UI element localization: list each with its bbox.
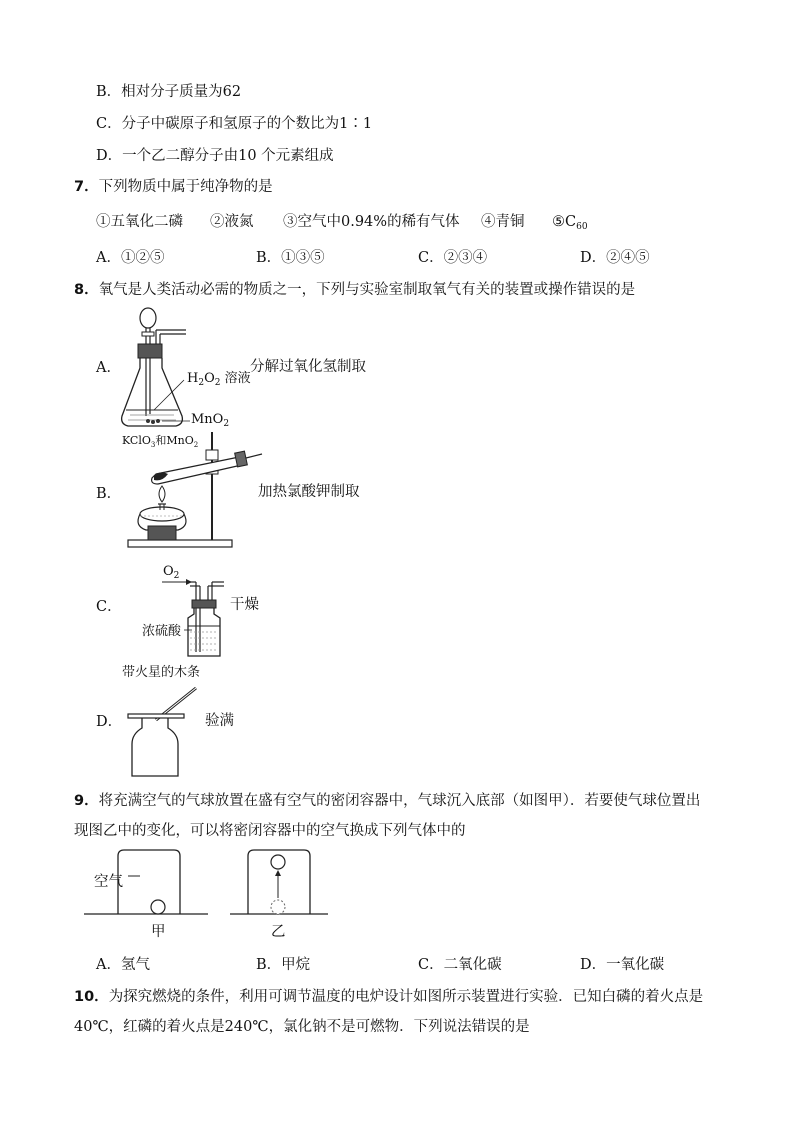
q8-d-label: D．: [96, 714, 123, 730]
q10-number: 10．: [74, 989, 109, 1005]
gas-washing-bottle: [160, 578, 240, 662]
q7-item-5-text: ⑤C: [552, 214, 577, 230]
q6-option-b: B．相对分子质量为62: [96, 84, 242, 100]
q8-number: 8．: [74, 282, 99, 298]
q7-item-5: [552, 212, 588, 237]
q8-stem-line: [74, 280, 635, 300]
heating-test-tube-apparatus: [126, 430, 266, 558]
q9-option-a: A．氢气: [96, 957, 150, 973]
kclo3-mno2-label: KClO$_3$和MnO$_2$: [122, 434, 199, 449]
q8-a-caption: 分解过氧化氢制取: [250, 359, 366, 375]
q9-stem-1: 将充满空气的气球放置在盛有空气的密闭容器中，气球沉入底部（如图甲）．若要使气球位置出: [98, 793, 701, 809]
q10-stem-1: 为探究燃烧的条件，利用可调节温度的电炉设计如图所示装置进行实验．已知白磷的着火点是: [108, 989, 704, 1005]
q8-c-caption: 干燥: [230, 597, 259, 613]
gas-jar-with-splint: [126, 684, 206, 784]
q8-b-label: B．: [96, 486, 122, 502]
q6-option-c: C．分子中碳原子和氢原子的个数比为1∶1: [96, 116, 373, 132]
oxygen-label: $O_2$: [163, 564, 180, 581]
q7-item-1: ①五氧化二磷: [96, 214, 183, 230]
q9-number: 9．: [74, 793, 99, 809]
q7-item-3: ③空气中0.94%的稀有气体: [283, 214, 460, 230]
mno2-label: MnO$_2$: [191, 412, 230, 429]
q9-stem-line1: [74, 791, 700, 811]
conc-sulfuric-acid-label: 浓硫酸: [142, 624, 182, 639]
figure-yi-label: 乙: [271, 924, 286, 940]
q7-number: 7．: [74, 179, 99, 195]
air-label: 空气: [94, 874, 123, 890]
balloon-containers-figure: [84, 848, 334, 924]
q7-stem-line: [74, 177, 273, 197]
q8-d-caption: 验满: [205, 713, 234, 729]
q9-option-c: C．二氧化碳: [418, 957, 502, 973]
q7-item-2: ②液氮: [210, 214, 254, 230]
q7-item-4: ④青铜: [481, 214, 525, 230]
glowing-splint-label: 带火星的木条: [122, 665, 201, 680]
q9-stem-line2: 现图乙中的变化，可以将密闭容器中的空气换成下列气体中的: [74, 823, 466, 839]
q7-option-d: D．②④⑤: [580, 250, 650, 266]
q8-c-label: C．: [96, 599, 122, 615]
q8-stem: 氧气是人类活动必需的物质之一，下列与实验室制取氧气有关的装置或操作错误的是: [98, 282, 636, 298]
q10-stem-line2: 40℃，红磷的着火点是240℃，氯化钠不是可燃物．下列说法错误的是: [74, 1019, 530, 1035]
figure-jia-label: 甲: [151, 924, 166, 940]
q8-a-label: A．: [96, 360, 121, 376]
q7-item-5-subscript: 60: [576, 222, 588, 232]
q8-b-caption: 加热氯酸钾制取: [258, 484, 360, 500]
q7-option-a: A．①②⑤: [96, 250, 165, 266]
h2o2-solution-label: $H_2O_2$ 溶液: [187, 371, 251, 388]
q7-option-b: B．①③⑤: [256, 250, 325, 266]
q7-option-c: C．②③④: [418, 250, 488, 266]
q7-stem: 下列物质中属于纯净物的是: [98, 179, 273, 195]
q10-stem-line1: [74, 987, 703, 1007]
q9-option-b: B．甲烷: [256, 957, 311, 973]
q6-option-d: D．一个乙二醇分子由10 个元素组成: [96, 148, 334, 164]
q9-option-d: D．一氧化碳: [580, 957, 665, 973]
